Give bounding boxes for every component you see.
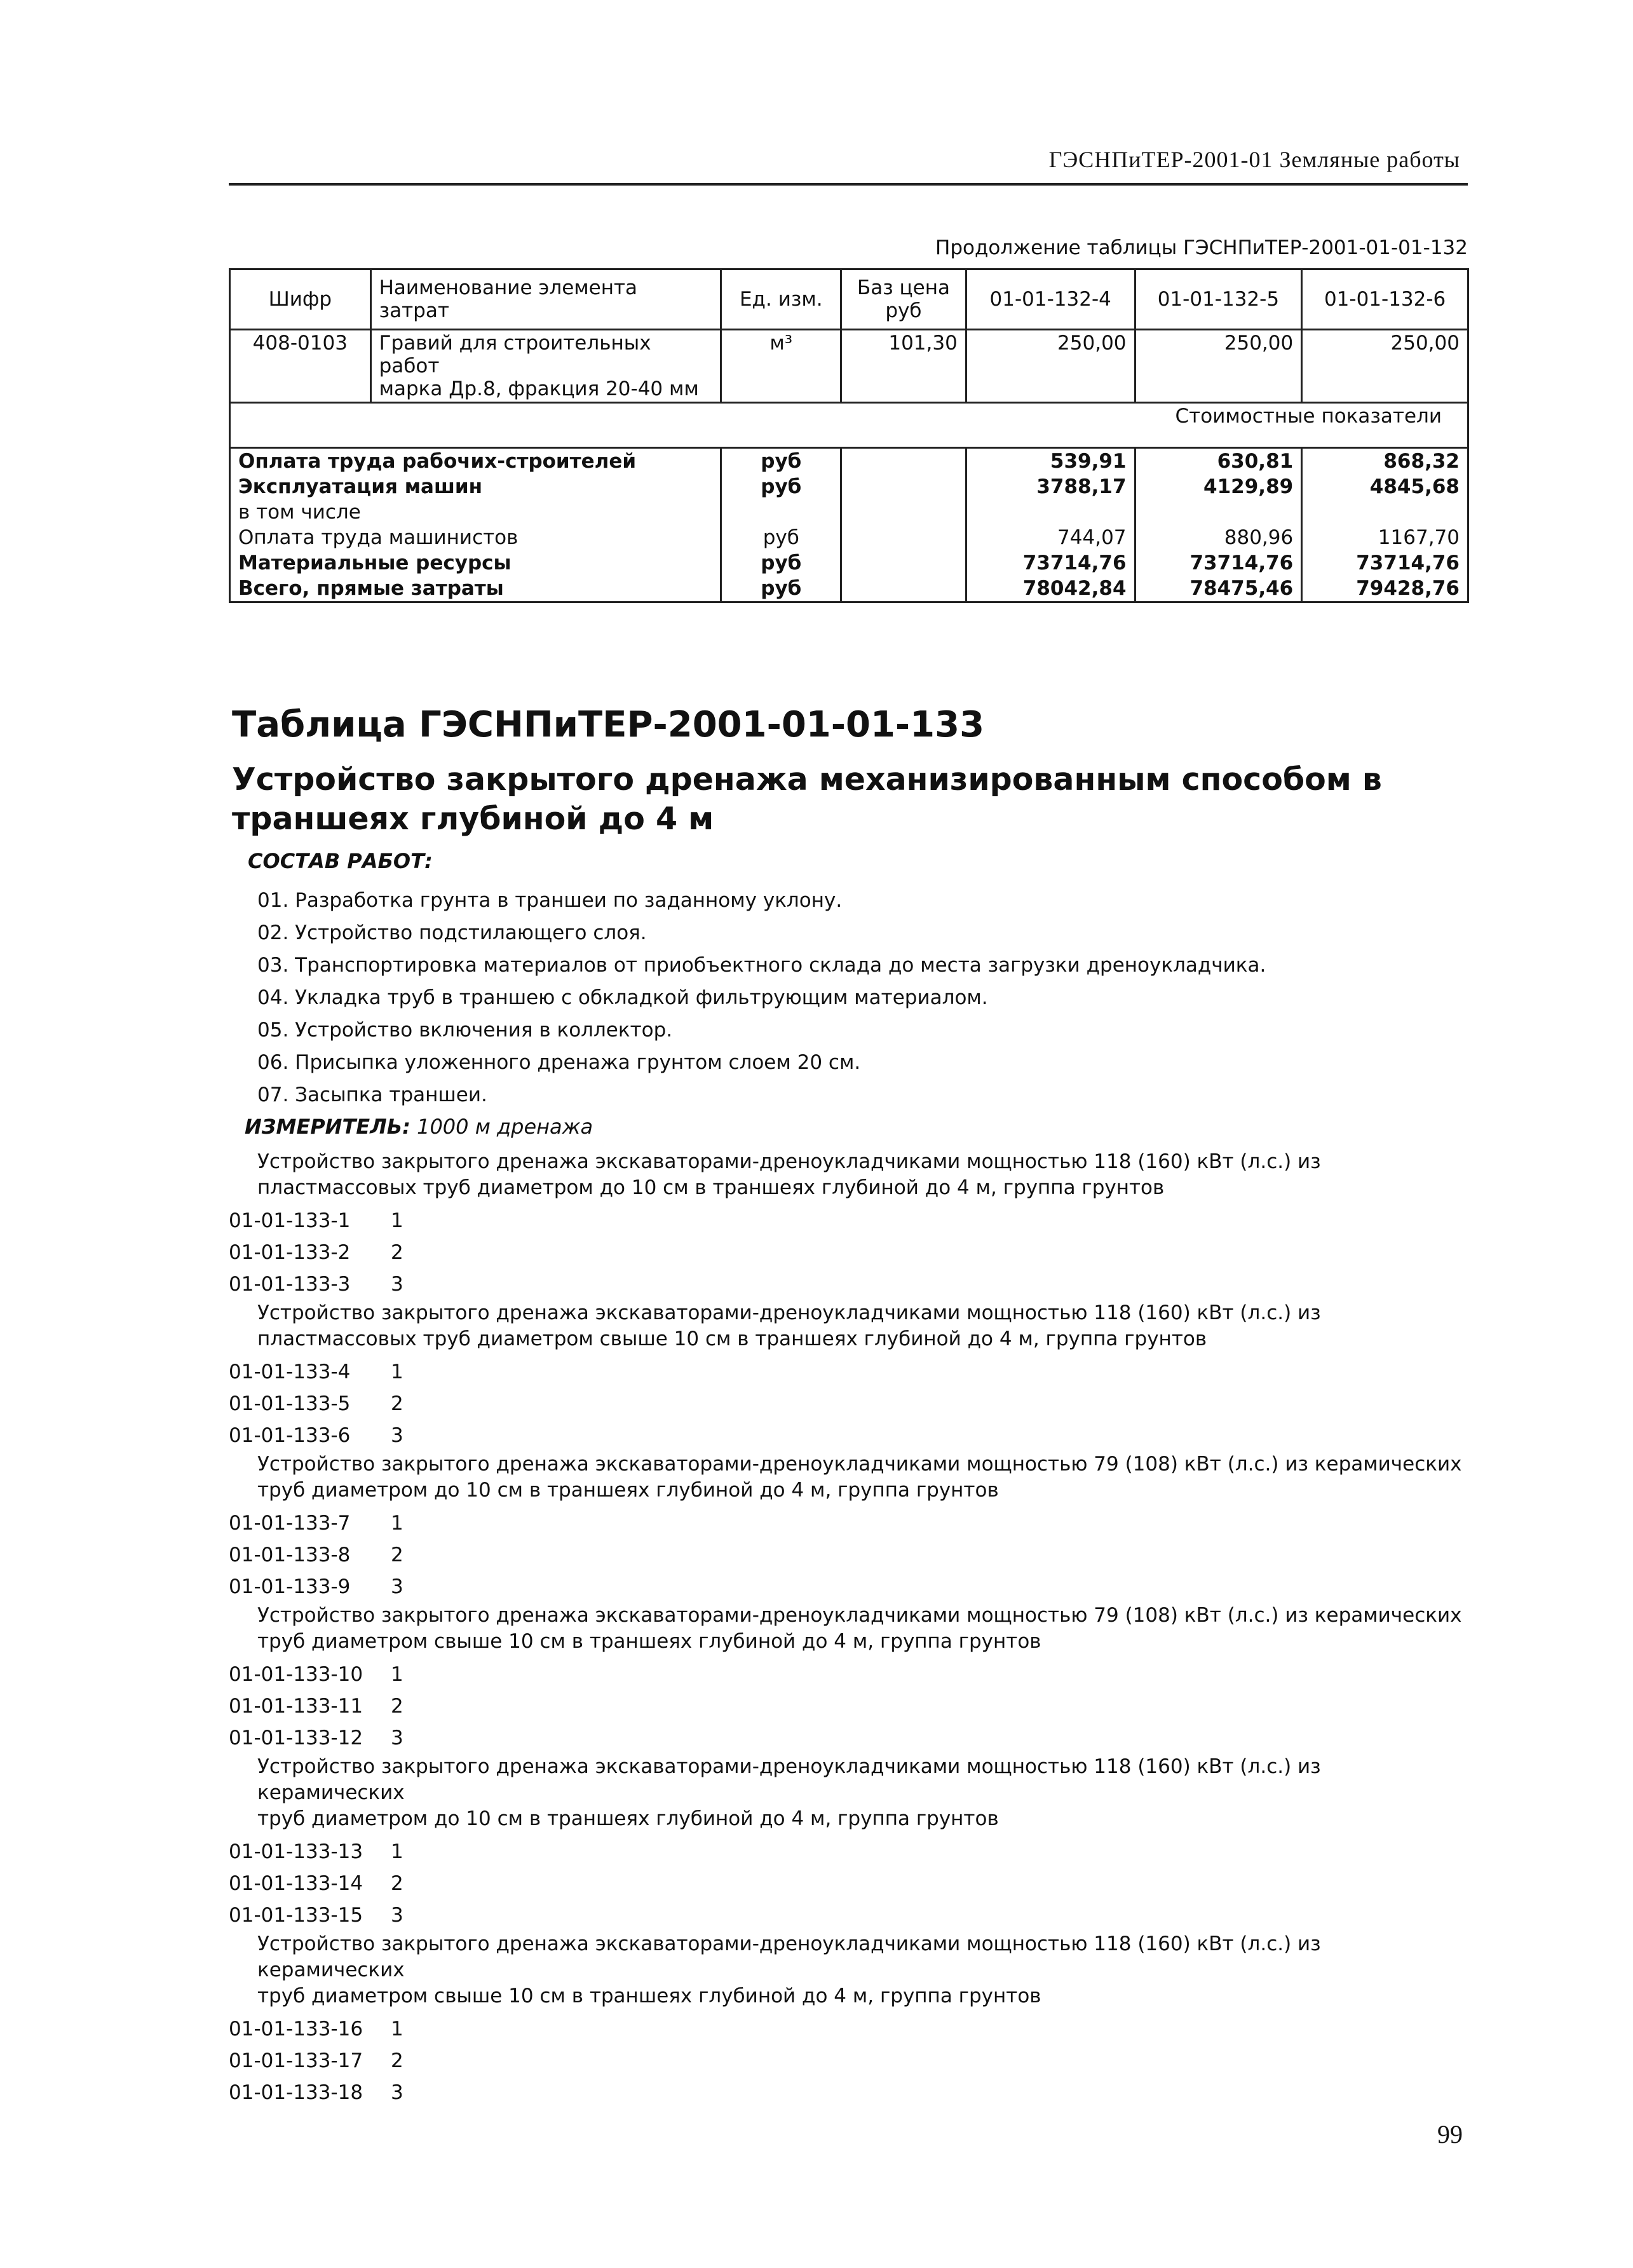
norm-code: 01-01-133-12 (229, 1727, 363, 1749)
norm-code: 01-01-133-6 (229, 1424, 351, 1447)
group-description (229, 1754, 1474, 1832)
code-row (229, 1722, 1474, 1754)
composition-list (257, 885, 1266, 1111)
resource-value: 250,00 (966, 330, 1135, 403)
code-row (229, 1420, 1474, 1451)
norm-code: 01-01-133-13 (229, 1840, 363, 1863)
resource-name-line1: Гравий для строительных работ (379, 332, 651, 377)
soil-group-number: 3 (391, 2081, 403, 2104)
soil-group-number: 3 (391, 1424, 403, 1447)
cost-row-price (841, 576, 966, 602)
soil-group-number: 3 (391, 1575, 403, 1598)
norm-code: 01-01-133-5 (229, 1392, 351, 1415)
soil-group-number: 3 (391, 1904, 403, 1927)
cost-row-value: 1167,70 (1302, 525, 1468, 550)
group-description-line: Устройство закрытого дренажа экскаваторами-дреноукладчиками мощностью 118 (160) кВт (л.с.) из (257, 1301, 1321, 1324)
cost-row-price (841, 448, 966, 475)
list-item: 04. Укладка труб в траншею с обкладкой фильтрующим материалом. (257, 986, 988, 1009)
cost-row-value: 73714,76 (1302, 550, 1468, 576)
table-row (230, 525, 1468, 550)
soil-group-number: 2 (391, 1241, 403, 1264)
group-description-line: труб диаметром до 10 см в траншеях глубиной до 4 м, группа грунтов (257, 1807, 999, 1830)
soil-group-number: 1 (391, 1209, 403, 1232)
resource-unit: м³ (721, 330, 841, 403)
code-row (229, 1836, 1474, 1868)
cost-row-value: 880,96 (1135, 525, 1302, 550)
cost-row-price (841, 525, 966, 550)
code-row (229, 1268, 1474, 1300)
table-row (230, 330, 1468, 403)
cost-row-label: Всего, прямые затраты (230, 576, 721, 602)
norm-code: 01-01-133-4 (229, 1361, 351, 1383)
cost-row-value: 73714,76 (1135, 550, 1302, 576)
norm-code: 01-01-133-14 (229, 1872, 363, 1895)
previous-table (229, 268, 1469, 603)
norm-code: 01-01-133-16 (229, 2018, 363, 2041)
norm-code: 01-01-133-2 (229, 1241, 351, 1264)
code-row (229, 1539, 1474, 1571)
cost-label: Стоимостные показатели (230, 403, 1468, 448)
list-item: 03. Транспортировка материалов от приобъектного склада до места загрузки дреноукладчика. (257, 954, 1266, 977)
cost-row-value (1302, 499, 1468, 525)
group-description (229, 1931, 1474, 2009)
code-row (229, 1356, 1474, 1388)
col-header-code: Шифр (230, 269, 371, 330)
group-description-line: Устройство закрытого дренажа экскаваторами-дреноукладчиками мощностью 118 (160) кВт (л.с.) из (257, 1150, 1321, 1173)
continuation-caption: Продолжение таблицы ГЭСНПиТЕР-2001-01-01-132 (935, 236, 1468, 259)
norm-code: 01-01-133-7 (229, 1512, 351, 1535)
cost-row-value: 78042,84 (966, 576, 1135, 602)
cost-row-unit: руб (721, 525, 841, 550)
soil-group-number: 3 (391, 1273, 403, 1296)
meter-label: ИЗМЕРИТЕЛЬ: (245, 1115, 410, 1139)
table-title: Таблица ГЭСНПиТЕР-2001-01-01-133 (232, 704, 985, 745)
header-rule (229, 183, 1468, 186)
soil-group-number: 2 (391, 1695, 403, 1718)
cost-row-value: 4129,89 (1135, 474, 1302, 499)
cost-row-value: 868,32 (1302, 448, 1468, 475)
cost-row-value: 539,91 (966, 448, 1135, 475)
resource-price: 101,30 (841, 330, 966, 403)
col-header-unit: Ед. изм. (721, 269, 841, 330)
cost-row-price (841, 550, 966, 576)
page-number: 99 (1437, 2120, 1463, 2149)
code-row (229, 1659, 1474, 1690)
code-row (229, 1571, 1474, 1603)
cost-row-label: Оплата труда рабочих-строителей (230, 448, 721, 475)
norm-code: 01-01-133-3 (229, 1273, 351, 1296)
meter (245, 1115, 593, 1139)
cost-row-value: 79428,76 (1302, 576, 1468, 602)
group-description (229, 1451, 1474, 1504)
list-item: 02. Устройство подстилающего слоя. (257, 921, 647, 944)
cost-section-header (230, 403, 1468, 448)
cost-row-unit: руб (721, 448, 841, 475)
soil-group-number: 1 (391, 1840, 403, 1863)
soil-group-number: 1 (391, 1663, 403, 1686)
cost-row-label: Эксплуатация машин (230, 474, 721, 499)
col-header-norm-6: 01-01-132-6 (1302, 269, 1468, 330)
col-header-norm-4: 01-01-132-4 (966, 269, 1135, 330)
norm-code: 01-01-133-11 (229, 1695, 363, 1718)
resource-value: 250,00 (1135, 330, 1302, 403)
soil-group-number: 2 (391, 1392, 403, 1415)
cost-row-price (841, 474, 966, 499)
cost-row-label: в том числе (230, 499, 721, 525)
norm-group (229, 1300, 1474, 1451)
code-row (229, 1507, 1474, 1539)
norm-code: 01-01-133-18 (229, 2081, 363, 2104)
group-description-line: пластмассовых труб диаметром до 10 см в траншеях глубиной до 4 м, группа грунтов (257, 1176, 1165, 1199)
group-description-line: Устройство закрытого дренажа экскаваторами-дреноукладчиками мощностью 118 (160) кВт (л.с.) из керамических (257, 1932, 1321, 1981)
norm-groups (229, 1149, 1474, 2108)
cost-row-unit: руб (721, 550, 841, 576)
norm-code: 01-01-133-10 (229, 1663, 363, 1686)
norm-group (229, 1754, 1474, 1931)
group-description-line: Устройство закрытого дренажа экскаваторами-дреноукладчиками мощностью 79 (108) кВт (л.с.) из керамических (257, 1453, 1462, 1476)
soil-group-number: 2 (391, 1872, 403, 1895)
code-row (229, 1205, 1474, 1237)
cost-row-value: 744,07 (966, 525, 1135, 550)
code-row (229, 1690, 1474, 1722)
table-subtitle: Устройство закрытого дренажа механизированным способом в траншеях глубиной до 4 м (232, 761, 1382, 837)
meter-value: 1000 м дренажа (417, 1115, 593, 1139)
code-row (229, 2077, 1474, 2108)
cost-row-value: 78475,46 (1135, 576, 1302, 602)
col-header-norm-5: 01-01-132-5 (1135, 269, 1302, 330)
list-item: 06. Присыпка уложенного дренажа грунтом слоем 20 см. (257, 1051, 861, 1074)
soil-group-number: 2 (391, 2049, 403, 2072)
header-title: ГЭСНПиТЕР-2001-01 Земляные работы (1048, 147, 1460, 172)
table-row (230, 499, 1468, 525)
table-header-row (230, 269, 1468, 330)
resource-code: 408-0103 (230, 330, 371, 403)
cost-row-value: 630,81 (1135, 448, 1302, 475)
cost-row-unit: руб (721, 576, 841, 602)
table-row (230, 576, 1468, 602)
norm-group (229, 1149, 1474, 1300)
norm-group (229, 1931, 1474, 2108)
cost-row-unit: руб (721, 474, 841, 499)
table-row (230, 474, 1468, 499)
group-description-line: Устройство закрытого дренажа экскаваторами-дреноукладчиками мощностью 118 (160) кВт (л.с.) из керамических (257, 1755, 1321, 1804)
group-description-line: Устройство закрытого дренажа экскаваторами-дреноукладчиками мощностью 79 (108) кВт (л.с.) из керамических (257, 1604, 1462, 1627)
table-row (230, 448, 1468, 475)
norm-code: 01-01-133-1 (229, 1209, 351, 1232)
cost-row-value (966, 499, 1135, 525)
norm-group (229, 1603, 1474, 1754)
cost-row-label: Материальные ресурсы (230, 550, 721, 576)
resource-name (370, 330, 721, 403)
cost-row-value: 3788,17 (966, 474, 1135, 499)
code-row (229, 1388, 1474, 1420)
norm-code: 01-01-133-15 (229, 1904, 363, 1927)
norm-code: 01-01-133-8 (229, 1544, 351, 1566)
group-description (229, 1300, 1474, 1352)
resource-name-line2: марка Др.8, фракция 20-40 мм (379, 377, 699, 400)
code-row (229, 1868, 1474, 1899)
group-description-line: пластмассовых труб диаметром свыше 10 см в траншеях глубиной до 4 м, группа грунтов (257, 1328, 1207, 1350)
group-description-line: труб диаметром свыше 10 см в траншеях глубиной до 4 м, группа грунтов (257, 1985, 1041, 2007)
soil-group-number: 3 (391, 1727, 403, 1749)
resource-value: 250,00 (1302, 330, 1468, 403)
group-description (229, 1603, 1474, 1655)
col-header-price: Баз цена руб (841, 269, 966, 330)
code-row (229, 1899, 1474, 1931)
soil-group-number: 1 (391, 2018, 403, 2041)
col-header-name: Наименование элемента затрат (370, 269, 721, 330)
cost-row-value (1135, 499, 1302, 525)
cost-row-label: Оплата труда машинистов (230, 525, 721, 550)
composition-label: СОСТАВ РАБОТ: (248, 849, 433, 873)
cost-row-value: 4845,68 (1302, 474, 1468, 499)
norm-code: 01-01-133-9 (229, 1575, 351, 1598)
cost-row-price (841, 499, 966, 525)
norm-group (229, 1451, 1474, 1603)
running-header (229, 146, 1468, 186)
code-row (229, 1237, 1474, 1268)
code-row (229, 2045, 1474, 2077)
norm-code: 01-01-133-17 (229, 2049, 363, 2072)
group-description-line: труб диаметром свыше 10 см в траншеях глубиной до 4 м, группа грунтов (257, 1630, 1041, 1653)
soil-group-number: 1 (391, 1512, 403, 1535)
soil-group-number: 2 (391, 1544, 403, 1566)
soil-group-number: 1 (391, 1361, 403, 1383)
cost-row-unit (721, 499, 841, 525)
group-description-line: труб диаметром до 10 см в траншеях глубиной до 4 м, группа грунтов (257, 1479, 999, 1502)
cost-row-value: 73714,76 (966, 550, 1135, 576)
code-row (229, 2013, 1474, 2045)
list-item: 07. Засыпка траншеи. (257, 1083, 487, 1106)
list-item: 05. Устройство включения в коллектор. (257, 1019, 673, 1042)
list-item: 01. Разработка грунта в траншеи по заданному уклону. (257, 889, 843, 912)
group-description (229, 1149, 1474, 1201)
table-row (230, 550, 1468, 576)
